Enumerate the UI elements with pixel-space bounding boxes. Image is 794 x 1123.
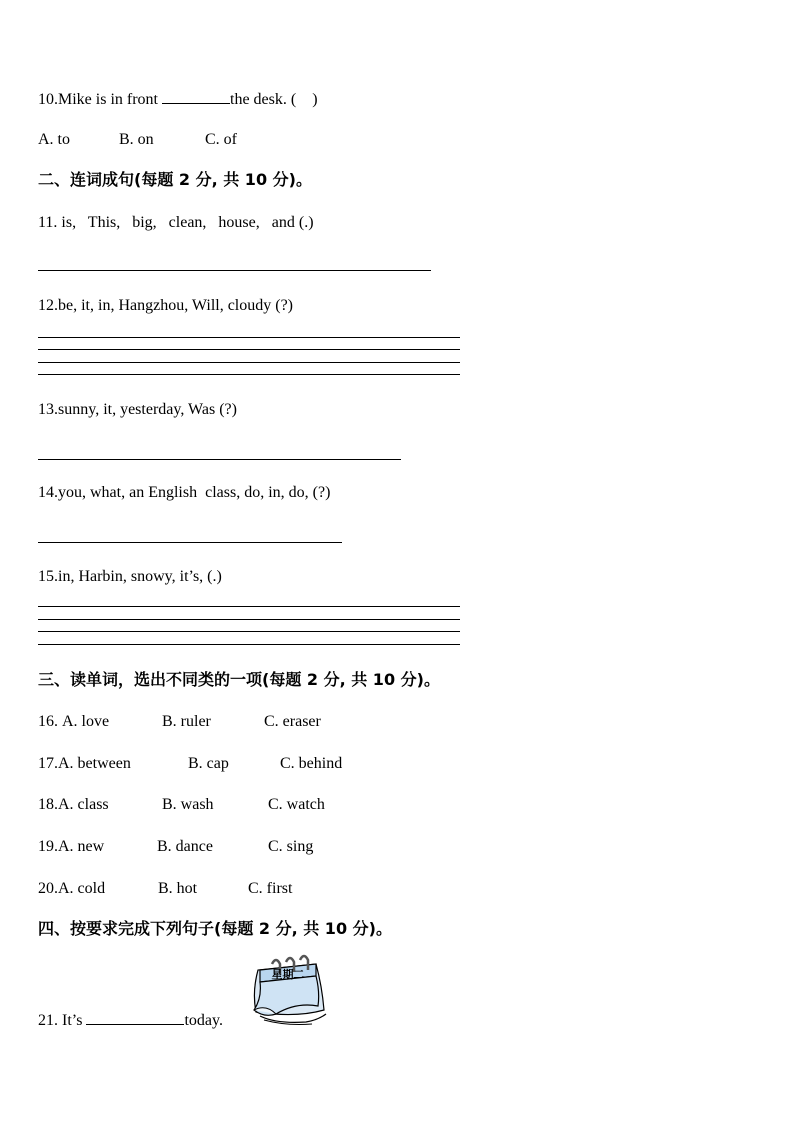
section-3-heading: 三、读单词，选出不同类的一项(每题 2 分, 共 10 分)。 bbox=[38, 670, 440, 689]
option-b[interactable]: B. dance bbox=[157, 838, 213, 855]
option-c[interactable]: C. watch bbox=[268, 796, 325, 813]
option-b[interactable]: B. wash bbox=[162, 796, 214, 813]
question-21 bbox=[38, 1009, 223, 1031]
question-18 bbox=[38, 795, 325, 815]
question-16 bbox=[38, 712, 321, 732]
answer-line[interactable] bbox=[38, 270, 431, 271]
question-number: 19. bbox=[38, 838, 58, 855]
question-10-options bbox=[38, 130, 237, 150]
option-c[interactable]: C. behind bbox=[280, 755, 343, 772]
answer-line[interactable] bbox=[38, 349, 460, 350]
question-number: 20. bbox=[38, 880, 58, 897]
option-c[interactable]: C. sing bbox=[268, 838, 314, 855]
question-number: 18. bbox=[38, 796, 58, 813]
question-20 bbox=[38, 879, 292, 899]
question-13: 13.sunny, it, yesterday, Was (?) bbox=[38, 401, 237, 418]
answer-blank[interactable] bbox=[162, 88, 230, 104]
answer-line[interactable] bbox=[38, 606, 460, 607]
question-10-text-end: the desk. ( ) bbox=[230, 91, 318, 108]
option-b[interactable]: B. hot bbox=[158, 880, 198, 897]
answer-line[interactable] bbox=[38, 374, 460, 375]
question-21-text: 21. It’s bbox=[38, 1012, 87, 1029]
option-a[interactable]: A. between bbox=[58, 755, 131, 772]
answer-blank[interactable] bbox=[86, 1009, 184, 1025]
option-a[interactable]: A. new bbox=[58, 838, 105, 855]
option-b[interactable]: B. on bbox=[119, 131, 154, 148]
answer-line[interactable] bbox=[38, 631, 460, 632]
option-b[interactable]: B. ruler bbox=[162, 713, 211, 730]
question-19 bbox=[38, 837, 313, 857]
question-12: 12.be, it, in, Hangzhou, Will, cloudy (?) bbox=[38, 297, 294, 314]
question-11: 11. is, This, big, clean, house, and (.) bbox=[38, 214, 314, 231]
calendar-label: 星期二 bbox=[271, 968, 305, 981]
answer-line[interactable] bbox=[38, 619, 460, 620]
answer-line[interactable] bbox=[38, 459, 401, 460]
calendar-icon bbox=[246, 952, 328, 1026]
option-a[interactable]: A. to bbox=[38, 131, 70, 148]
option-c[interactable]: C. first bbox=[248, 880, 293, 897]
question-10-text: 10.Mike is in front bbox=[38, 91, 162, 108]
answer-line[interactable] bbox=[38, 644, 460, 645]
question-14: 14.you, what, an English class, do, in, do, (?) bbox=[38, 484, 331, 501]
question-number: 16. bbox=[38, 713, 62, 730]
section-4-heading: 四、按要求完成下列句子(每题 2 分, 共 10 分)。 bbox=[38, 919, 392, 938]
option-c[interactable]: C. eraser bbox=[264, 713, 321, 730]
option-a[interactable]: A. class bbox=[58, 796, 109, 813]
question-10-stem bbox=[38, 88, 318, 110]
question-number: 17. bbox=[38, 755, 58, 772]
answer-line[interactable] bbox=[38, 362, 460, 363]
question-15: 15.in, Harbin, snowy, it’s, (.) bbox=[38, 568, 222, 585]
question-21-text-end: today. bbox=[184, 1012, 223, 1029]
option-c[interactable]: C. of bbox=[205, 131, 237, 148]
section-2-heading: 二、连词成句(每题 2 分, 共 10 分)。 bbox=[38, 170, 312, 189]
answer-line[interactable] bbox=[38, 337, 460, 338]
option-b[interactable]: B. cap bbox=[188, 755, 229, 772]
question-17 bbox=[38, 754, 342, 774]
option-a[interactable]: A. cold bbox=[58, 880, 106, 897]
answer-line[interactable] bbox=[38, 542, 342, 543]
option-a[interactable]: A. love bbox=[62, 713, 110, 730]
